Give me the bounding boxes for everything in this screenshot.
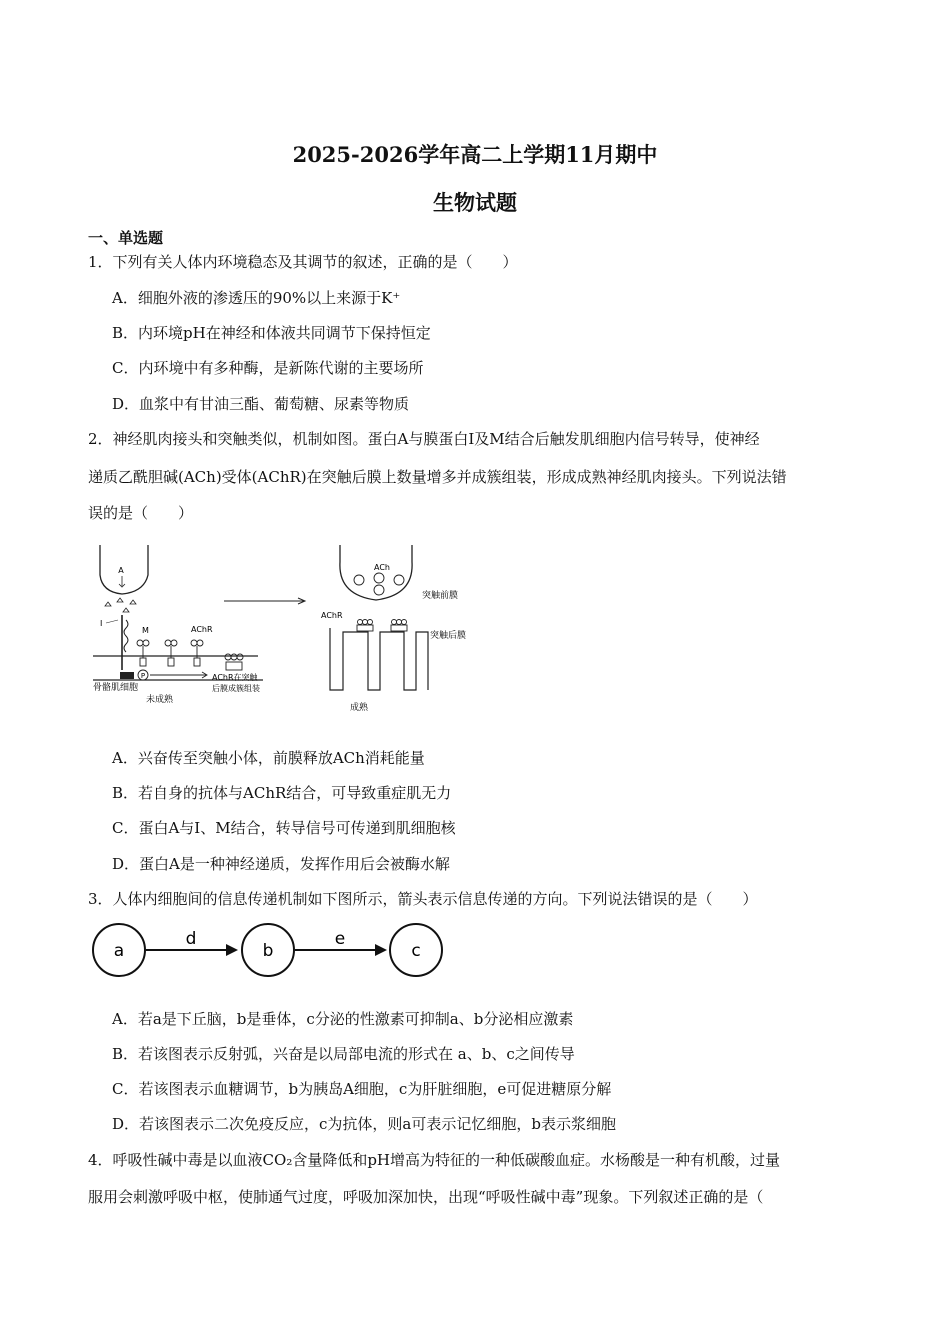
label-protein-m: M <box>142 626 149 635</box>
q4-stem-line1: 4．呼吸性碱中毒是以血液CO₂含量降低和pH增高为特征的一种低碳酸血症。水杨酸是一种有机酸，过量 <box>88 1151 781 1169</box>
label-achr-immature: AChR <box>191 625 213 634</box>
q3-option-b: B．若该图表示反射弧，兴奋是以局部电流的形式在 a、b、c之间传导 <box>112 1045 575 1063</box>
q3-signal-figure <box>88 920 448 980</box>
q4-stem-line2: 服用会刺激呼吸中枢，使肺通气过度，呼吸加深加快，出现“呼吸性碱中毒”现象。下列叙述正确的是（ <box>88 1188 764 1206</box>
q2-stem-line2: 递质乙酰胆碱(ACh)受体(AChR)在突触后膜上数量增多并成簇组装，形成成熟神经肌肉接头。下列说法错 <box>88 468 787 486</box>
label-achr-mature: AChR <box>321 611 343 620</box>
node-b: b <box>262 941 274 961</box>
node-a: a <box>113 941 125 961</box>
q2-option-a: A．兴奋传至突触小体，前膜释放ACh消耗能量 <box>112 749 425 767</box>
q2-option-d: D．蛋白A是一种神经递质，发挥作用后会被酶水解 <box>112 855 450 873</box>
label-p: P <box>140 672 146 680</box>
label-protein-a: A <box>118 566 124 575</box>
q1-option-d: D．血浆中有甘油三酯、葡萄糖、尿素等物质 <box>112 395 410 413</box>
q2-option-b: B．若自身的抗体与AChR结合，可导致重症肌无力 <box>112 784 452 802</box>
q2-stem-line3: 误的是（ ） <box>88 504 194 522</box>
q3-stem: 3．人体内细胞间的信息传递机制如下图所示，箭头表示信息传递的方向。下列说法错误的是（ ） <box>88 890 758 908</box>
q1-option-a: A．细胞外液的渗透压的90%以上来源于K⁺ <box>112 289 401 307</box>
q1-option-b: B．内环境pH在神经和体液共同调节下保持恒定 <box>112 324 431 342</box>
label-immature: 未成熟 <box>146 695 174 705</box>
arrow-label-e: e <box>334 929 346 949</box>
q3-option-c: C．若该图表示血糖调节，b为胰岛A细胞，c为肝脏细胞，e可促进糖原分解 <box>112 1080 612 1098</box>
q2-stem-line1: 2．神经肌肉接头和突触类似，机制如图。蛋白A与膜蛋白I及M结合后触发肌细胞内信号转导，使神经 <box>88 430 760 448</box>
q2-option-c: C．蛋白A与I、M结合，转导信号可传递到肌细胞核 <box>112 819 456 837</box>
label-mature: 成熟 <box>350 703 369 713</box>
q3-option-a: A．若a是下丘脑，b是垂体，c分泌的性激素可抑制a、b分泌相应激素 <box>112 1010 574 1028</box>
arrow-label-d: d <box>185 929 197 949</box>
q1-option-c: C．内环境中有多种酶，是新陈代谢的主要场所 <box>112 359 424 377</box>
page-subtitle: 生物试题 <box>433 190 517 215</box>
q2-neuromuscular-figure <box>88 540 488 720</box>
label-presynaptic-membrane: 突触前膜 <box>422 591 459 601</box>
q1-stem: 1．下列有关人体内环境稳态及其调节的叙述，正确的是（ ） <box>88 253 518 271</box>
label-achr-cluster-1: AChR在突触 <box>212 673 258 682</box>
q3-option-d: D．若该图表示二次免疫反应，c为抗体，则a可表示记忆细胞，b表示浆细胞 <box>112 1115 616 1133</box>
page-title: 2025-2026学年高二上学期11月期中 <box>292 142 658 167</box>
label-ach: ACh <box>374 563 390 572</box>
node-c: c <box>411 941 421 961</box>
label-achr-cluster-2: 后膜成簇组装 <box>212 684 260 693</box>
label-postsynaptic-membrane: 突触后膜 <box>430 631 467 641</box>
label-skeletal-muscle: 骨骼肌细胞 <box>93 683 139 693</box>
section-heading: 一、单选题 <box>88 229 164 247</box>
label-protein-i: I <box>100 619 103 628</box>
